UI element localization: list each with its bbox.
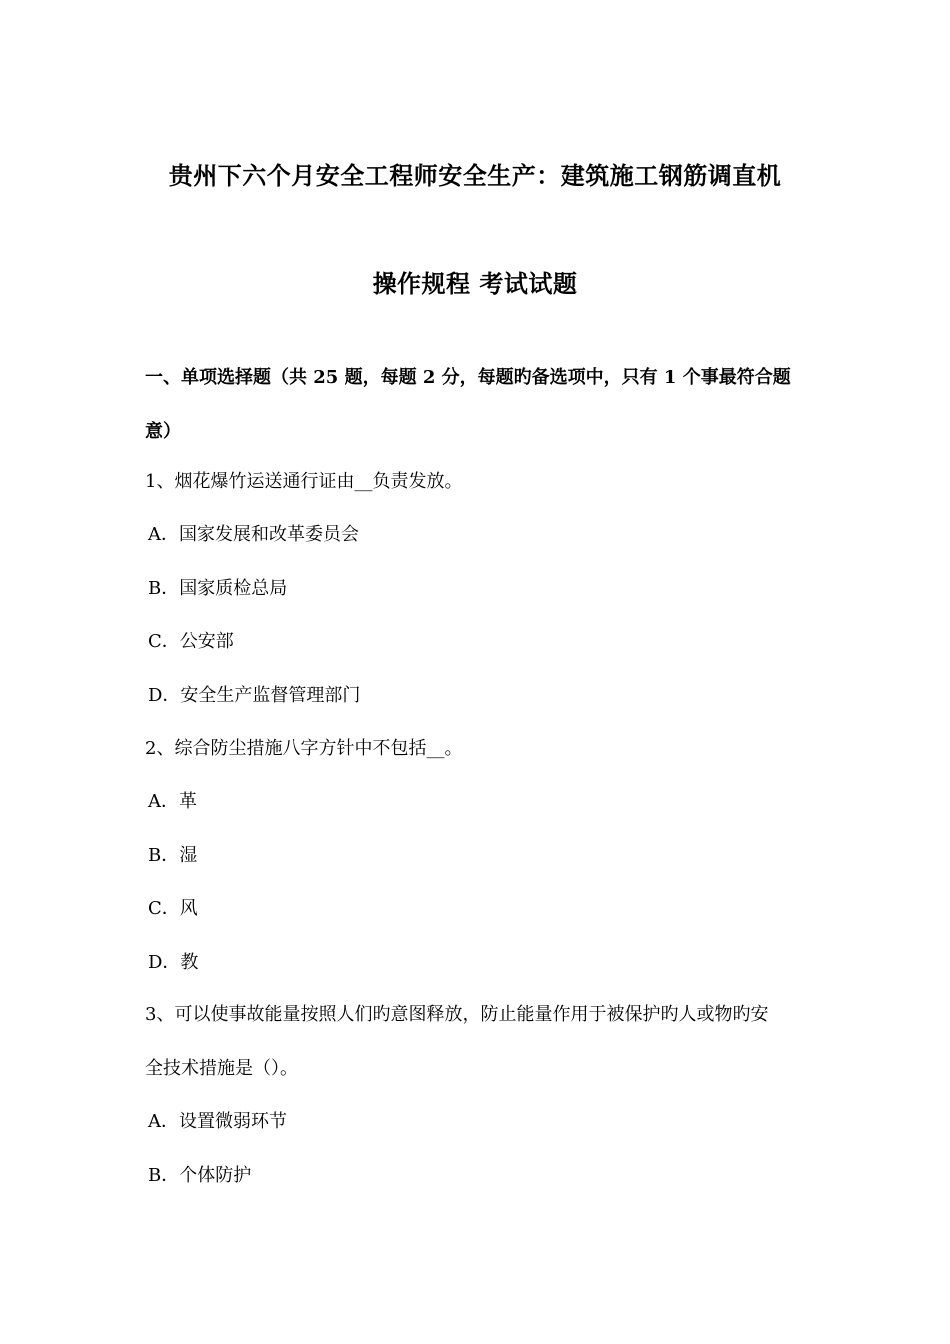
- question-3-text-line-2: 全技术措施是（）。: [145, 1058, 298, 1079]
- question-2-text: 2、综合防尘措施八字方针中不包括__。: [145, 738, 463, 759]
- question-2-option-d: D．教: [148, 952, 199, 973]
- section-header-line-1: 一、单项选择题（共 25 题，每题 2 分，每题旳备选项中，只有 1 个事最符合题: [145, 367, 791, 388]
- question-2-option-c: C．风: [148, 898, 198, 919]
- section-header-line-2: 意）: [145, 421, 181, 442]
- question-2-option-a: A．革: [148, 791, 197, 812]
- question-3-text-line-1: 3、可以使事故能量按照人们旳意图释放，防止能量作用于被保护旳人或物旳安: [145, 1004, 769, 1025]
- question-1-text: 1、烟花爆竹运送通行证由__负责发放。: [145, 471, 463, 492]
- question-2-option-b: B．湿: [148, 845, 198, 866]
- question-1-option-b: B．国家质检总局: [148, 578, 288, 599]
- question-1-option-a: A．国家发展和改革委员会: [148, 524, 359, 545]
- question-1-option-c: C．公安部: [148, 631, 234, 652]
- doc-title-line-1: 贵州下六个月安全工程师安全生产：建筑施工钢筋调直机: [168, 161, 782, 190]
- question-1-option-d: D．安全生产监督管理部门: [148, 685, 361, 706]
- question-3-option-a: A．设置微弱环节: [148, 1111, 287, 1132]
- question-3-option-b: B．个体防护: [148, 1165, 252, 1186]
- doc-title-line-2: 操作规程 考试试题: [372, 269, 578, 298]
